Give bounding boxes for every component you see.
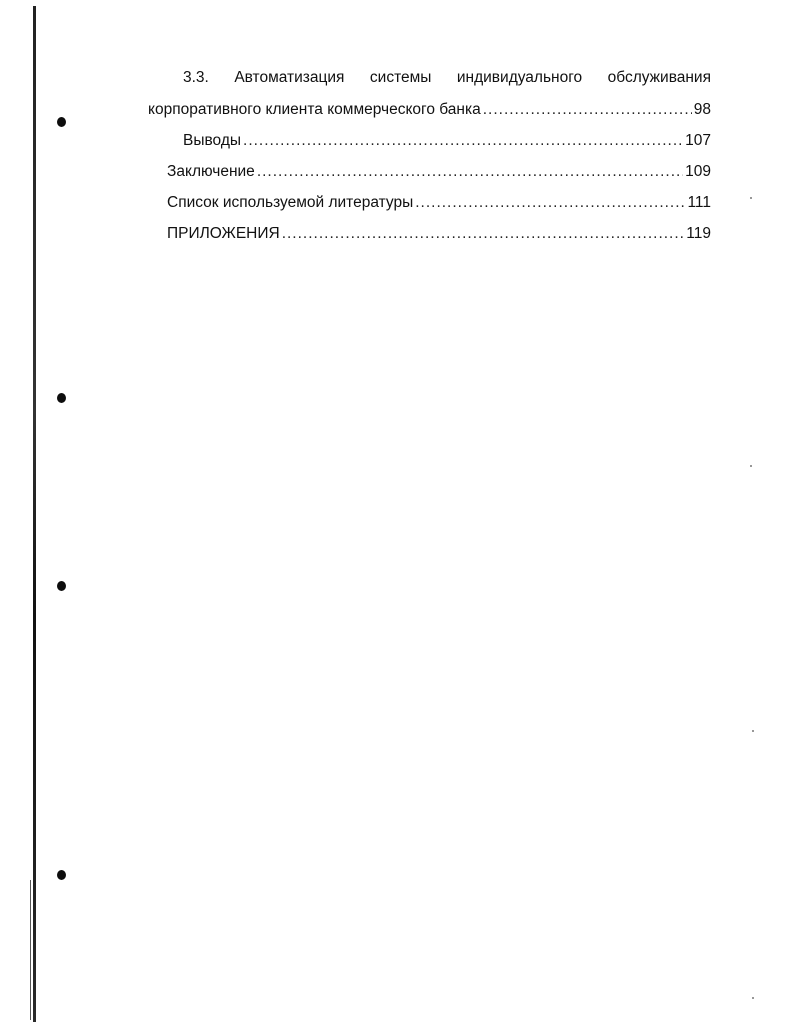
punch-hole-mark — [57, 393, 66, 403]
toc-entry-summary — [167, 164, 711, 180]
toc-page-number: 107 — [685, 132, 711, 149]
punch-hole-mark — [57, 581, 66, 591]
toc-word: индивидуального — [456, 69, 583, 86]
toc-page-number: 119 — [686, 225, 711, 242]
scan-speck — [752, 997, 754, 999]
toc-page-number: 109 — [685, 163, 711, 180]
toc-leader-dots — [243, 133, 683, 149]
punch-hole-mark — [57, 117, 66, 127]
toc-page-number: 111 — [687, 194, 711, 211]
toc-entry-label: Список используемой литературы — [167, 194, 414, 211]
toc-page-number: 98 — [693, 101, 711, 118]
toc-leader-dots — [282, 226, 685, 242]
scan-speck — [752, 730, 754, 732]
scan-speck — [750, 197, 752, 199]
binding-edge — [33, 6, 36, 1022]
toc-word: Автоматизация — [234, 69, 345, 86]
toc-leader-dots — [483, 102, 692, 118]
toc-entry-label: Выводы — [183, 132, 242, 149]
toc-entry-conclusions — [183, 133, 711, 149]
toc-section-number: 3.3. — [183, 69, 209, 86]
punch-hole-mark — [57, 870, 66, 880]
toc-leader-dots — [415, 195, 685, 211]
toc-word: обслуживания — [607, 69, 711, 86]
toc-entry-label: корпоративного клиента коммерческого банка — [148, 101, 481, 118]
toc-entry-3-3-continuation — [148, 102, 711, 118]
toc-entry-references — [167, 195, 711, 211]
toc-entry-label: Заключение — [167, 163, 255, 180]
toc-leader-dots — [257, 164, 683, 180]
toc-entry-label: ПРИЛОЖЕНИЯ — [167, 225, 280, 242]
binding-edge-shadow — [30, 880, 31, 1020]
toc-word: системы — [369, 69, 432, 86]
toc-entry-appendices — [167, 226, 711, 242]
scan-speck — [750, 465, 752, 467]
toc-entry-3-3-first-line — [183, 70, 711, 86]
